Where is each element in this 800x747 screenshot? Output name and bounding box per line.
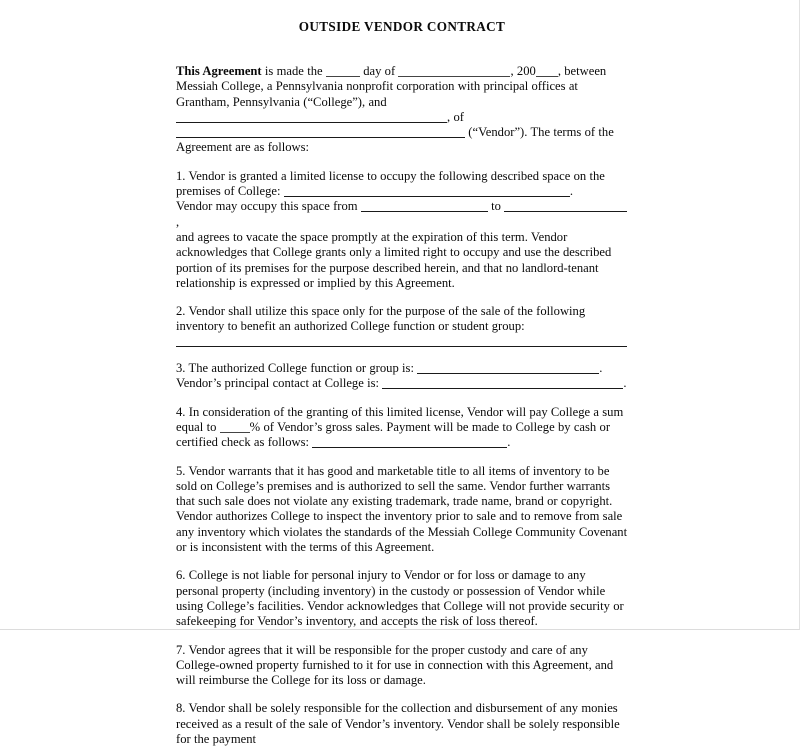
intro-text-1: is made the bbox=[261, 64, 326, 78]
clause-1-text-b: . bbox=[569, 184, 573, 199]
clause-5-body: Vendor warrants that it has good and marketable title to all items of inventory to be sold on College’s premises and is authorized to sell the same. Vendor further warrants that such sale does not violate any existing trademark, trade name, brand or copyright. Vendor authorizes College to inspect the inventory prior to sale and to remove from sale any inventory which violates the standards of the Messiah College Community Covenant or is inconsistent with the terms of this Agreement. bbox=[176, 463, 628, 555]
clause-8 bbox=[176, 701, 628, 747]
clause-8-body: Vendor shall be solely responsible for the collection and disbursement of any monies received as a result of the sale of Vendor’s inventory. Vendor shall be solely responsible for the payment bbox=[176, 701, 620, 746]
blank-day[interactable] bbox=[326, 66, 360, 77]
blank-described-space[interactable] bbox=[284, 186, 570, 197]
blank-year[interactable] bbox=[536, 66, 558, 77]
blank-payment-terms[interactable] bbox=[312, 437, 507, 448]
clause-4 bbox=[176, 405, 628, 451]
spacer bbox=[176, 350, 628, 361]
clause-1-line2-b: to bbox=[487, 199, 505, 214]
clause-3-line2-a: Vendor’s principal contact at College is: bbox=[176, 376, 383, 391]
intro-lead-bold: This Agreement bbox=[176, 64, 262, 78]
clause-2 bbox=[176, 304, 628, 335]
blank-vendor-address[interactable] bbox=[176, 127, 465, 138]
clause-3-line1-b: . bbox=[599, 361, 603, 376]
clause-3 bbox=[176, 361, 628, 392]
clause-6-body: College is not liable for personal injury to Vendor or for loss or damage to any personal property (including inventory) in the custody or possession of Vendor while using College’s facilities. Vendor acknowledges that College will not provide security or safekeeping for Vendor’s inventory, and accepts the risk of loss thereof. bbox=[176, 568, 624, 629]
blank-vendor-name[interactable] bbox=[176, 112, 447, 123]
clause-4-number: 4. bbox=[176, 404, 186, 419]
clause-7-number: 7. bbox=[176, 642, 186, 657]
blank-month[interactable] bbox=[398, 66, 510, 77]
intro-text-5: , of bbox=[447, 109, 464, 124]
spacer bbox=[176, 688, 628, 701]
clause-2-body: Vendor shall utilize this space only for the purpose of the sale of the following inventory to benefit an authorized College function or student group: bbox=[176, 304, 586, 334]
spacer bbox=[176, 630, 628, 643]
clause-1-line2-c: , bbox=[176, 214, 180, 229]
intro-text-6: (“Vendor”). The terms of the Agreement are as follows: bbox=[176, 125, 614, 155]
intro-text-3: , 200 bbox=[510, 64, 536, 78]
clause-1 bbox=[176, 169, 628, 291]
clause-2-number: 2. bbox=[176, 304, 186, 319]
clause-1-number: 1. bbox=[176, 168, 186, 183]
clause-3-line2-b: . bbox=[623, 376, 627, 391]
clause-3-number: 3. bbox=[176, 361, 186, 376]
blank-occupy-from[interactable] bbox=[361, 201, 488, 212]
clause-1-text-a: Vendor is granted a limited license to occupy the following described space on the premises of College: bbox=[176, 168, 605, 199]
blank-inventory-row bbox=[176, 335, 628, 350]
spacer bbox=[176, 35, 628, 64]
spacer bbox=[176, 156, 628, 169]
clause-6 bbox=[176, 568, 628, 629]
blank-college-function[interactable] bbox=[417, 363, 599, 374]
blank-percentage[interactable] bbox=[220, 422, 250, 433]
clause-3-line1-a: The authorized College function or group is: bbox=[185, 361, 418, 376]
clause-4-text-a: In consideration of the granting of this limited license, Vendor will pay College a sum equal to bbox=[176, 404, 624, 434]
spacer bbox=[176, 555, 628, 568]
spacer bbox=[176, 392, 628, 405]
blank-occupy-to[interactable] bbox=[504, 201, 627, 212]
spacer bbox=[176, 451, 628, 464]
clause-5 bbox=[176, 464, 628, 556]
intro-text-2: day of bbox=[359, 64, 399, 78]
clause-4-text-c: . bbox=[507, 435, 511, 450]
clause-1-line2-a: Vendor may occupy this space from bbox=[176, 199, 361, 214]
clause-6-number: 6. bbox=[176, 568, 186, 583]
clause-7-body: Vendor agrees that it will be responsible for the proper custody and care of any College-owned property furnished to it for use in connection with this Agreement, and will reimburse the College for its loss or damage. bbox=[176, 642, 614, 688]
clause-7 bbox=[176, 643, 628, 689]
intro-text-4: , between Messiah College, a Pennsylvania nonprofit corporation with principal offices at Grantham, Pennsylvania (“College”), and bbox=[176, 64, 607, 109]
intro-paragraph bbox=[176, 64, 628, 156]
page-title: OUTSIDE VENDOR CONTRACT bbox=[298, 19, 506, 34]
blank-inventory-line[interactable] bbox=[176, 346, 627, 347]
blank-principal-contact[interactable] bbox=[382, 378, 623, 389]
document-body bbox=[176, 0, 628, 747]
clause-1-body: and agrees to vacate the space promptly at the expiration of this term. Vendor acknowledges that College grants only a limited right to occupy and use the described portion of its premises for the purpose described herein, and that no landlord-tenant relationship is expressed or implied by this Agreement. bbox=[176, 229, 612, 290]
clause-5-number: 5. bbox=[176, 463, 186, 478]
clause-4-text-b: % of Vendor’s gross sales. Payment will be made to College by cash or certified check as follows: bbox=[176, 419, 611, 450]
spacer bbox=[176, 291, 628, 304]
clause-8-number: 8. bbox=[176, 701, 186, 716]
